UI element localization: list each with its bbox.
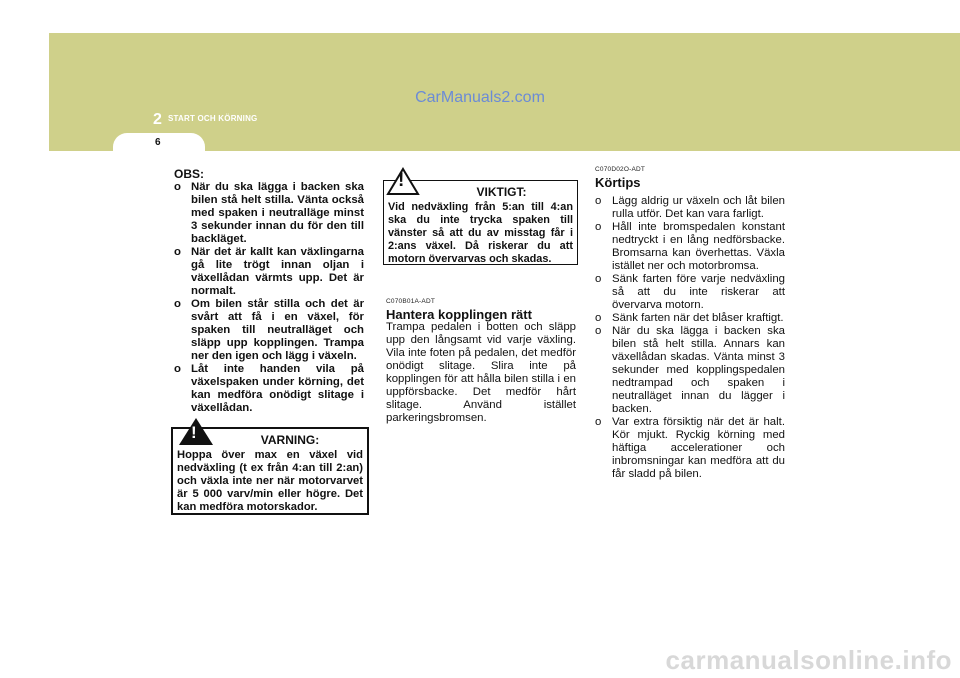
tips-item-text: Lägg aldrig ur växeln och låt bilen rulla utför. Det kan vara farligt.: [612, 195, 785, 220]
bullet-marker: o: [174, 363, 181, 375]
tips-item: [595, 273, 785, 312]
obs-item-text: Om bilen står stilla och det är svårt att få i en växel, för spaken till neutralläget och släpp upp kopplingen. Trampa ner den igen och lägg i växeln.: [191, 298, 364, 362]
clutch-code: C070B01A-ADT: [386, 298, 436, 305]
tips-item: [595, 221, 785, 273]
tips-item-text: Sänk farten före varje nedväxling så att du inte riskerar att övervarva motorn.: [612, 273, 785, 311]
bullet-marker: o: [595, 273, 602, 285]
page-number: 6: [155, 137, 161, 148]
watermark-bottom[interactable]: carmanualsonline.info: [665, 645, 952, 675]
clutch-body: Trampa pedalen i botten och släpp upp den långsamt vid varje växling. Vila inte foten på pedalen, det medför onödigt slitage. Slira inte på kopplingen för att hålla bilen stilla i en uppförsbacke. Det medför hårt slitage. Använd istället parkeringsbromsen.: [386, 321, 576, 424]
tips-item-text: Var extra försiktig när det är halt. Kör mjukt. Ryckig körning med häftiga accelerationer och inbromsningar kan medföra att du får sladd på bilen.: [612, 416, 785, 480]
section-title: START OCH KÖRNING: [168, 114, 258, 123]
tips-item: [595, 312, 785, 325]
obs-item: [174, 246, 364, 298]
bullet-marker: o: [595, 325, 602, 337]
bullet-marker: o: [174, 246, 181, 258]
tips-list: [595, 195, 785, 481]
bullet-marker: o: [595, 312, 602, 324]
obs-item-text: När du ska lägga i backen ska bilen stå helt stilla. Vänta också med spaken i neutralläge minst 3 sekunder innan du för den till backläget.: [191, 181, 364, 245]
obs-list: [174, 181, 364, 415]
warning-body: Hoppa över max en växel vid nedväxling (t ex från 4:an till 2:an) och växla inte ner när motorvarvet är 5 000 varv/min eller högre. Det kan medföra motorskador.: [177, 449, 363, 513]
tips-title: Körtips: [595, 175, 641, 190]
bullet-marker: o: [595, 195, 602, 207]
obs-title: OBS:: [174, 167, 204, 181]
important-title: VIKTIGT:: [476, 185, 527, 199]
bullet-marker: o: [174, 181, 181, 193]
warning-exclamation: !: [191, 423, 197, 442]
left-column: [174, 168, 364, 415]
clutch-title: Hantera kopplingen rätt: [386, 307, 532, 322]
tips-item-text: Sänk farten när det blåser kraftigt.: [612, 312, 784, 324]
bullet-marker: o: [595, 416, 602, 428]
tips-code: C070D02O-ADT: [595, 166, 646, 173]
important-body: Vid nedväxling från 5:an till 4:an ska du inte trycka spaken till vänster så att du av misstag får i 2:ans växel. Då riskerar du att motorn övervarvas och skadas.: [388, 201, 573, 265]
obs-item: [174, 181, 364, 246]
tips-item-text: När du ska lägga i backen ska bilen stå helt stilla. Annars kan växellådan skadas. Vänta minst 3 sekunder med kopplingspedalen nedtrampad och spaken i neutralläget innan du lägger i backen.: [612, 325, 785, 415]
obs-item: [174, 363, 364, 415]
tips-item: [595, 416, 785, 481]
obs-item: [174, 298, 364, 363]
tips-item: [595, 195, 785, 221]
tips-item-text: Håll inte bromspedalen konstant nedtryckt i en lång nedförsbacke. Bromsarna kan överhettas. Växla istället ner och motorbromsa.: [612, 221, 785, 272]
bullet-marker: o: [595, 221, 602, 233]
important-exclamation: !: [398, 170, 405, 191]
bullet-marker: o: [174, 298, 181, 310]
watermark-top[interactable]: CarManuals2.com: [415, 89, 545, 106]
middle-column: [386, 295, 576, 425]
obs-item-text: När det är kallt kan växlingarna gå lite trögt innan oljan i växellådan värmts upp. Det är normalt.: [191, 246, 364, 297]
section-number: 2: [153, 111, 162, 128]
warning-title: VARNING:: [260, 433, 320, 447]
right-column: [595, 163, 785, 481]
obs-item-text: Låt inte handen vila på växelspaken under körning, det kan medföra onödigt slitage i växellådan.: [191, 363, 364, 414]
tips-item: [595, 325, 785, 416]
